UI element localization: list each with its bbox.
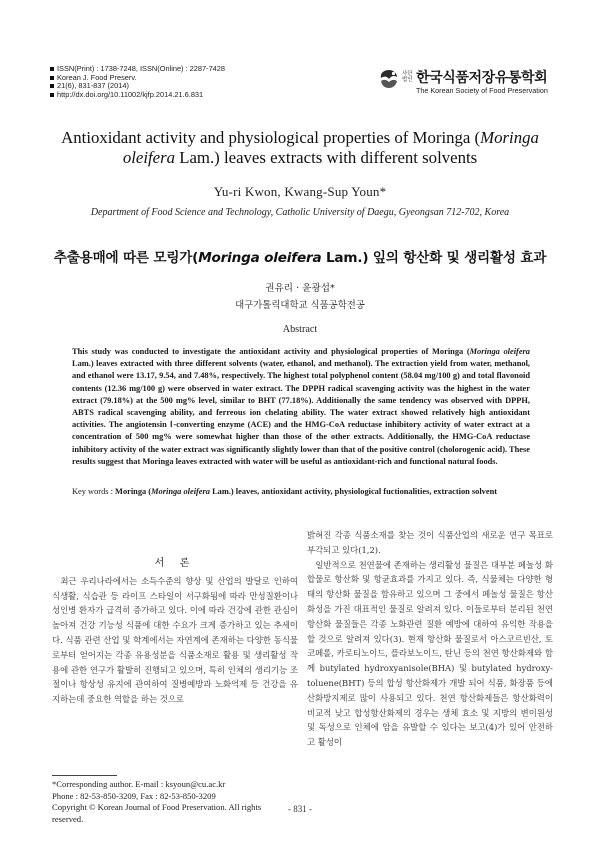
journal-abbrev: Korean J. Food Preserv. [57, 72, 137, 82]
section-heading-intro: 서 론 [154, 558, 196, 569]
copyright-line: Copyright © Korean Journal of Food Preservation. All rights [52, 802, 262, 813]
bullet-square-icon [50, 67, 54, 71]
intro-right-column [307, 528, 553, 750]
intro-paragraph: 최근 우리나라에서는 소득수준의 향상 및 산업의 발달로 인하여 식생활, 식습관 등 라이프 스타일이 서구화됨에 따라 만성질환이나 성인병 환자가 급격히 증가하고 있다. 이에 따라 건강에 관한 관심이 높아져 건강 기능성 식품에 대한 수요가 크게 증가하고 있는 추세이다. 식품 관련 산업 및 학계에서는 자연계에 존재하는 다양한 동식물로부터 얻어지는 각종 유용성분을 식품소재로 활용 및 생리활성 작용에 관한 연구가 활발히 진행되고 있으며, 특히 인체의 생리기능 조절이나 항상성 유지에 관여하여 질병예방과 노화억제 등 건강을 유지하는데 중요한 역할을 하는 것으로 [52, 575, 298, 705]
authors-en: Yu-ri Kwon, Kwang-Sup Youn* [213, 184, 387, 199]
keywords: Key words : Moringa (Moringa oleifera Lam.) leaves, antioxidant activity, physiological fuctionalities, extraction solvent [72, 487, 498, 496]
abstract-text: This study was conducted to investigate the antioxidant activity and physiological properties of Moringa (Moringa oleifera Lam.) leaves extracted with three different solvents (water, ethanol, and methanol). The extraction yield from water, methanol, and ethanol were 13.17, 9.54, and 7.48%, respectively. The highest total polyphenol content (58.04 mg/100 g) and total flavonoid contents (12.36 mg/100 g) were observed in water extract. The DPPH radical scavenging activity was the highest in the water extract (79.18%) at the 500 mg% level, similar to BHT (77.18%). Additionally the same tendency was observed with DPPH, ABTS radical scavenging ability, and ferreous ion chelating ability. The water extract showed relatively high antioxidant activities. The angiotensin Ⅰ-converting enzyme (ACE) and the HMG-CoA reductase inhibitory activity of water extract at a concentration of 500 mg% were somewhat higher than those of the other extracts. Additionally, the HMG-CoA reductase inhibitory activity of the water extract was significantly slightly lower than that of the positive control (cholorogenic acid). These results suggest that Moringa leaves extracted with water will be useful as antioxidant-rich and functional natural foods. [72, 347, 530, 466]
journal-metadata [50, 65, 225, 99]
volume-text: 21(6), 831-837 (2014) [57, 81, 129, 91]
bullet-square-icon [50, 93, 54, 97]
contact-info: Phone : 82-53-850-3209, Fax : 82-53-850-3209 [52, 790, 216, 801]
footnote-divider [52, 775, 117, 776]
paper-title-kr: 추출용매에 따른 모링가(Moringa oleifera Lam.) 잎의 항산화 및 생리활성 효과 [53, 250, 547, 266]
page-number: - 831 - [288, 804, 312, 814]
intro-paragraph: 밝혀진 각종 식품소재를 찾는 것이 식품산업의 새로운 연구 목표로 부각되고 있다(1,2). [307, 530, 553, 555]
doi-link[interactable]: http://dx.doi.org/10.11002/kjfp.2014.21.6.831 [57, 89, 204, 99]
society-logo [378, 66, 554, 96]
society-prefix: 사단 법인 [402, 71, 413, 84]
bullet-square-icon [50, 76, 54, 80]
bullet-square-icon [50, 84, 54, 88]
society-emblem-icon [378, 68, 400, 90]
authors-kr: 권유리 · 윤광섭* [265, 283, 335, 294]
society-name-kr: 한국식품저장유통학회 [416, 70, 548, 86]
issn-text: ISSN(Print) : 1738-7248, ISSN(Online) : 2287-7428 [57, 64, 226, 73]
abstract-heading: Abstract [282, 324, 318, 335]
keywords-label: Key words : [72, 487, 113, 496]
affiliation-kr: 대구가톨릭대학교 식품공학전공 [235, 300, 365, 311]
corresponding-author: *Corresponding author. E-mail : ksyoun@cu.ac.kr [52, 779, 226, 789]
copyright-line: reserved. [52, 813, 84, 824]
footnote [52, 779, 298, 825]
affiliation-en: Department of Food Science and Technology, Catholic University of Daegu, Gyeongsan 712-702, Korea [90, 207, 510, 218]
intro-left-column [52, 557, 298, 707]
intro-paragraph: 일반적으로 천연물에 존재하는 생리활성 물질은 대부분 페놀성 화합물로 항산화 및 항균효과를 가지고 있다. 즉, 식물체는 다양한 형태의 항산화 물질을 함유하고 있으며 그 중에서 페놀성 물질은 항산화성을 가진 대표적인 물질로 알려져 있다. 이들로부터 분리된 천연 항산화 물질들은 각종 노화관련 질환 예방에 대하여 유익한 작용을 할 것으로 알려져 있다(3). 현재 항산화 물질로서 아스코르빈산, 토코페롤, 카로티노이드, 플라보노이드, 탄닌 등의 천연 항산화제와 함께 butylated hydroxyanisole(BHA) 및 butylated hydroxy-toluene(BHT) 등의 합성 항산화제가 개발 되어 식품, 화장품 등에 산화방지제로 많이 사용되고 있다. 천연 항산화제들은 항산화력이 비교적 낮고 합성항산화제의 경우는 생체 효소 및 지방의 변이원성 및 독성으로 인체에 암을 유발할 수 있다는 보고(4)가 있어 안전하고 활성이 [307, 559, 553, 748]
paper-title-en: Antioxidant activity and physiological properties of Moringa (Moringa oleifera Lam.) leaves extracts with different solvents [61, 128, 539, 167]
society-name-en: The Korean Society of Food Preservation [416, 86, 548, 95]
